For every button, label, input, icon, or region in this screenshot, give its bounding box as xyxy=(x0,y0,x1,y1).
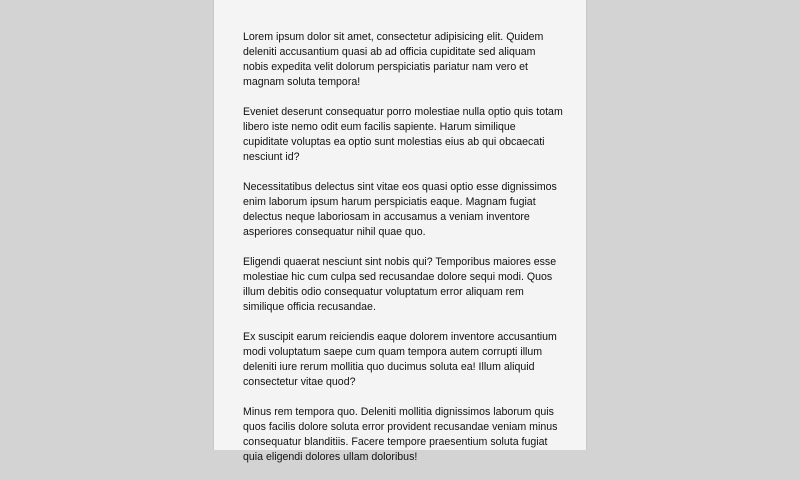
paragraph-5: Ex suscipit earum reiciendis eaque dolorem inventore accusantium modi voluptatum saepe cum quam tempora autem corrupti illum deleniti iure rerum mollitia quo ducimus soluta ea! Illum aliquid consectetur vitae quod? xyxy=(243,331,557,388)
paragraph-4: Eligendi quaerat nesciunt sint nobis qui? Temporibus maiores esse molestiae hic cum culpa sed recusandae dolore sequi modi. Quos illum debitis odio consequatur voluptatum error aliquam rem similique officia recusandae. xyxy=(243,256,557,313)
paragraph-3: Necessitatibus delectus sint vitae eos quasi optio esse dignissimos enim laborum ipsum harum perspiciatis eaque. Magnam fugiat delectus neque laboriosam in accusamus a veniam inventore asperiores consequatur nihil quae quo. xyxy=(243,181,557,238)
document-page xyxy=(213,0,587,463)
document-content xyxy=(243,30,563,480)
paragraph-2: Eveniet deserunt consequatur porro molestiae nulla optio quis totam libero iste nemo odit eum facilis sapiente. Harum similique cupiditate voluptas ea optio sunt molestias eius ab qui obcaecati nesciunt id? xyxy=(243,106,563,163)
paragraph-6: Minus rem tempora quo. Deleniti mollitia dignissimos laborum quis quos facilis dolore soluta error provident recusandae veniam minus consequatur blanditiis. Facere tempore praesentium soluta fugiat quia eligendi dolores ullam doloribus! xyxy=(243,406,558,463)
paragraph-1: Lorem ipsum dolor sit amet, consectetur adipisicing elit. Quidem deleniti accusantium quasi ab ad officia cupiditate sed aliquam nobis expedita velit dolorum perspiciatis pariatur nam vero et magnam soluta tempora! xyxy=(243,31,544,88)
